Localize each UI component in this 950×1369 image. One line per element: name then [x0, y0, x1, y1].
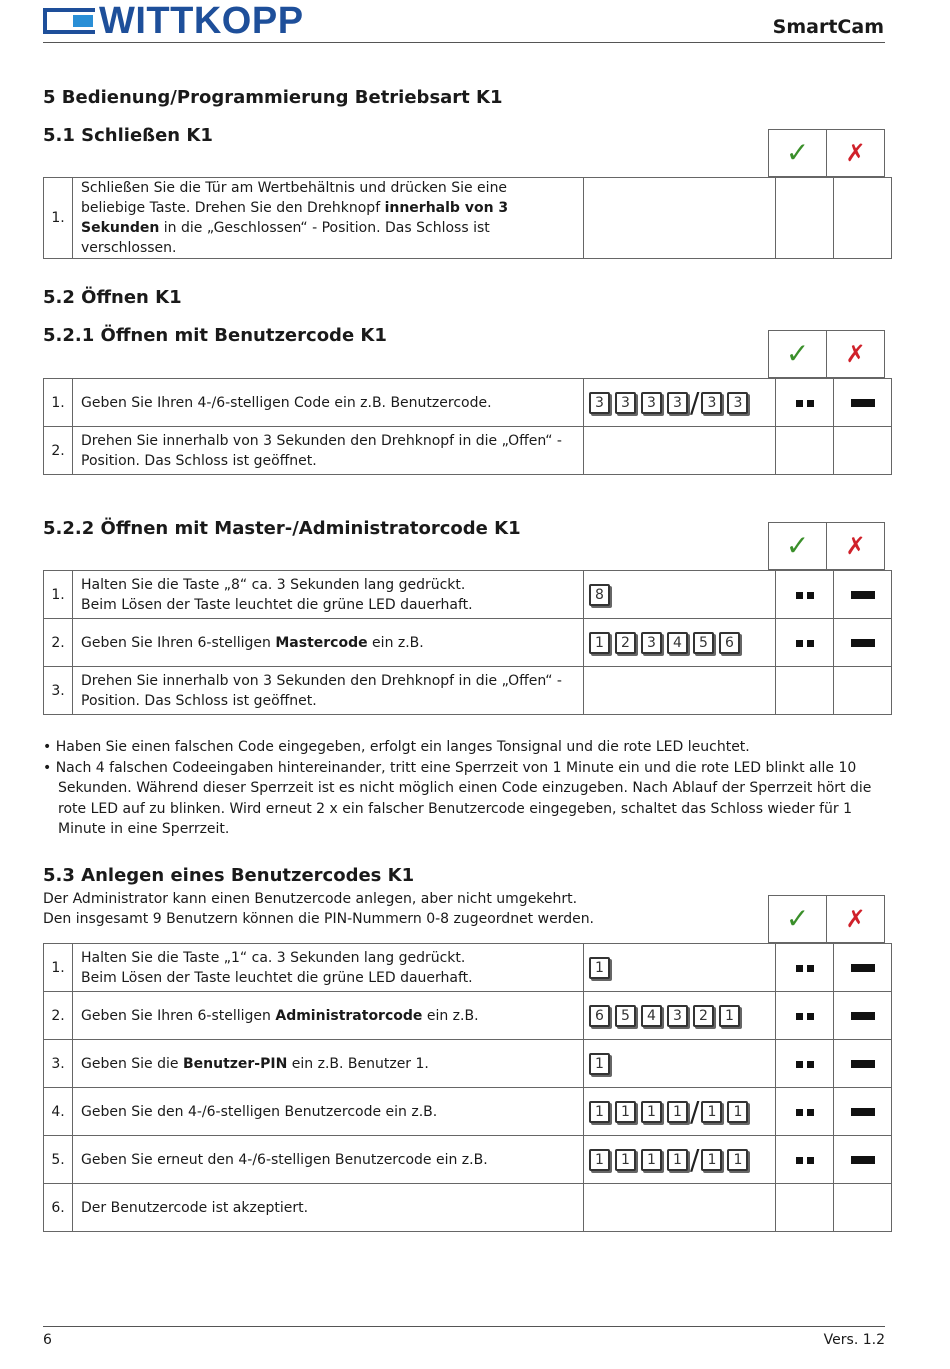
step-text: Geben Sie den 4-/6-stelligen Benutzercode ein z.B.: [73, 1088, 584, 1136]
logo-mark-accent: [73, 15, 93, 27]
keypad-key-icon: 1: [719, 1005, 740, 1027]
note-item: • Nach 4 falschen Codeeingaben hintereinander, tritt eine Sperrzeit von 1 Minute ein und die rote LED blinkt alle 10 Sekunden. Während dieser Sperrzeit ist es nicht möglich einen Code einzugeben. Nach Ablauf der Sperrzeit hört die rote LED auf zu blinken. Wird erneut 2 x ein falscher Benutzercode eingegeben, schaltet das Schloss wieder für 1 Minute in eine Sperrzeit.: [43, 759, 872, 837]
status-header: [768, 895, 885, 943]
step-number: 1.: [44, 178, 73, 259]
table-row: [44, 992, 892, 1040]
keypad-key-icon: 3: [701, 392, 722, 414]
step-text: Schließen Sie die Tür am Wertbehältnis und drücken Sie eine beliebige Taste. Drehen Sie den Drehknopf innerhalb von 3 Sekunden in die „Geschlossen“ - Position. Das Schloss ist verschlossen.: [73, 178, 584, 259]
keypad-sequence: [589, 385, 775, 419]
keypad-key-icon: 1: [667, 1101, 688, 1123]
long-beep-led-icon: [851, 1060, 875, 1068]
keypad-sequence: [589, 955, 775, 981]
table-row: [44, 1184, 892, 1232]
keypad-key-icon: 5: [693, 632, 714, 654]
table-row: [44, 427, 892, 475]
check-icon: ✓: [785, 902, 810, 935]
steps-table-5-3: [43, 943, 892, 1232]
table-row: [44, 619, 892, 667]
step-number: 2.: [44, 427, 73, 475]
table-row: [44, 1088, 892, 1136]
step-number: 6.: [44, 1184, 73, 1232]
cross-icon: ✗: [845, 139, 866, 167]
check-icon: ✓: [785, 529, 810, 562]
step-text: Geben Sie Ihren 6-stelligen Mastercode ein z.B.: [73, 619, 584, 667]
status-header: [768, 129, 885, 177]
version-label: Vers. 1.2: [823, 1332, 885, 1348]
section-5-3-intro: Der Administrator kann einen Benutzercode anlegen, aber nicht umgekehrt. Den insgesamt 9 Benutzern können die PIN-Nummern 0-8 zugeordnet werden.: [43, 891, 595, 927]
step-text: Der Benutzercode ist akzeptiert.: [73, 1184, 584, 1232]
step-number: 1.: [44, 571, 73, 619]
keypad-key-icon: 1: [589, 1101, 610, 1123]
keypad-key-icon: 1: [701, 1149, 722, 1171]
keypad-key-icon: 3: [667, 392, 688, 414]
long-beep-led-icon: [851, 1156, 875, 1164]
step-text: Geben Sie Ihren 6-stelligen Administratorcode ein z.B.: [73, 992, 584, 1040]
keypad-sequence: [589, 1094, 775, 1128]
keypad-key-icon: 5: [615, 1005, 636, 1027]
section-5-title: 5 Bedienung/Programmierung Betriebsart K1: [43, 87, 503, 108]
separator-slash: /: [690, 1094, 700, 1128]
short-beep-led-icon: [794, 393, 816, 413]
keypad-key-icon: 1: [727, 1149, 748, 1171]
table-row: [44, 379, 892, 427]
keypad-key-icon: 1: [589, 957, 610, 979]
keypad-key-icon: 3: [641, 392, 662, 414]
step-number: 1.: [44, 944, 73, 992]
check-icon: ✓: [785, 337, 810, 370]
long-beep-led-icon: [851, 591, 875, 599]
keypad-key-icon: 3: [667, 1005, 688, 1027]
short-beep-led-icon: [794, 633, 816, 653]
step-number: 3.: [44, 1040, 73, 1088]
step-text: Geben Sie erneut den 4-/6-stelligen Benutzercode ein z.B.: [73, 1136, 584, 1184]
notes-list: [43, 737, 888, 840]
keypad-key-icon: 3: [615, 392, 636, 414]
keypad-key-icon: 2: [615, 632, 636, 654]
step-text: Geben Sie die Benutzer-PIN ein z.B. Benutzer 1.: [73, 1040, 584, 1088]
table-row: [44, 1136, 892, 1184]
keypad-key-icon: 1: [589, 1149, 610, 1171]
section-5-2-title: 5.2 Öffnen K1: [43, 287, 182, 308]
product-name: SmartCam: [772, 16, 884, 38]
long-beep-led-icon: [851, 1108, 875, 1116]
section-5-1-title: 5.1 Schließen K1: [43, 125, 213, 146]
table-row: [44, 1040, 892, 1088]
keypad-key-icon: 1: [641, 1149, 662, 1171]
keypad-sequence: [589, 630, 775, 656]
separator-slash: /: [690, 385, 700, 419]
page-number: 6: [43, 1332, 52, 1348]
keypad-key-icon: 3: [727, 392, 748, 414]
keypad-key-icon: 1: [615, 1101, 636, 1123]
keypad-key-icon: 8: [589, 584, 610, 606]
steps-table-5-1: [43, 177, 892, 259]
header-rule: [43, 42, 885, 43]
cross-icon: ✗: [845, 340, 866, 368]
steps-table-5-2-2: [43, 570, 892, 715]
keypad-sequence: [589, 1142, 775, 1176]
short-beep-led-icon: [794, 1054, 816, 1074]
keypad-key-icon: 3: [589, 392, 610, 414]
section-5-2-1-title: 5.2.1 Öffnen mit Benutzercode K1: [43, 325, 387, 346]
keypad-key-icon: 1: [701, 1101, 722, 1123]
keypad-key-icon: 1: [589, 632, 610, 654]
step-text: Halten Sie die Taste „1“ ca. 3 Sekunden lang gedrückt. Beim Lösen der Taste leuchtet die grüne LED dauerhaft.: [73, 944, 584, 992]
keypad-key-icon: 6: [719, 632, 740, 654]
wittkopp-logo: [43, 0, 333, 42]
section-5-3-title: 5.3 Anlegen eines Benutzercodes K1: [43, 865, 415, 886]
keypad-key-icon: 4: [667, 632, 688, 654]
logo-text: WITTKOPP: [99, 0, 304, 42]
keypad-key-icon: 4: [641, 1005, 662, 1027]
long-beep-led-icon: [851, 639, 875, 647]
step-text: Geben Sie Ihren 4-/6-stelligen Code ein z.B. Benutzercode.: [73, 379, 584, 427]
short-beep-led-icon: [794, 1150, 816, 1170]
keypad-key-icon: 1: [615, 1149, 636, 1171]
long-beep-led-icon: [851, 964, 875, 972]
keypad-key-icon: 1: [641, 1101, 662, 1123]
keypad-key-icon: 2: [693, 1005, 714, 1027]
short-beep-led-icon: [794, 1006, 816, 1026]
step-text: Drehen Sie innerhalb von 3 Sekunden den Drehknopf in die „Offen“ - Position. Das Schloss ist geöffnet.: [73, 427, 584, 475]
section-5-2-2-title: 5.2.2 Öffnen mit Master-/Administratorcode K1: [43, 518, 521, 539]
step-number: 4.: [44, 1088, 73, 1136]
note-item: • Haben Sie einen falschen Code eingegeben, erfolgt ein langes Tonsignal und die rote LED leuchtet.: [43, 739, 750, 755]
table-row: [44, 178, 892, 259]
table-row: [44, 667, 892, 715]
short-beep-led-icon: [794, 585, 816, 605]
short-beep-led-icon: [794, 1102, 816, 1122]
keypad-sequence: [589, 1051, 775, 1077]
footer-rule: [43, 1326, 885, 1327]
step-number: 5.: [44, 1136, 73, 1184]
status-header: [768, 522, 885, 570]
status-header: [768, 330, 885, 378]
steps-table-5-2-1: [43, 378, 892, 475]
keypad-sequence: [589, 1003, 775, 1029]
step-number: 3.: [44, 667, 73, 715]
step-text: Drehen Sie innerhalb von 3 Sekunden den Drehknopf in die „Offen“ - Position. Das Schloss ist geöffnet.: [73, 667, 584, 715]
long-beep-led-icon: [851, 399, 875, 407]
keypad-key-icon: 1: [727, 1101, 748, 1123]
separator-slash: /: [690, 1142, 700, 1176]
long-beep-led-icon: [851, 1012, 875, 1020]
step-number: 2.: [44, 619, 73, 667]
cross-icon: ✗: [845, 532, 866, 560]
cross-icon: ✗: [845, 905, 866, 933]
table-row: [44, 571, 892, 619]
keypad-sequence: [589, 582, 775, 608]
check-icon: ✓: [785, 136, 810, 169]
table-row: [44, 944, 892, 992]
keypad-key-icon: 1: [589, 1053, 610, 1075]
keypad-key-icon: 3: [641, 632, 662, 654]
short-beep-led-icon: [794, 958, 816, 978]
step-number: 2.: [44, 992, 73, 1040]
keypad-key-icon: 6: [589, 1005, 610, 1027]
step-number: 1.: [44, 379, 73, 427]
keypad-key-icon: 1: [667, 1149, 688, 1171]
step-text: Halten Sie die Taste „8“ ca. 3 Sekunden lang gedrückt. Beim Lösen der Taste leuchtet die grüne LED dauerhaft.: [73, 571, 584, 619]
